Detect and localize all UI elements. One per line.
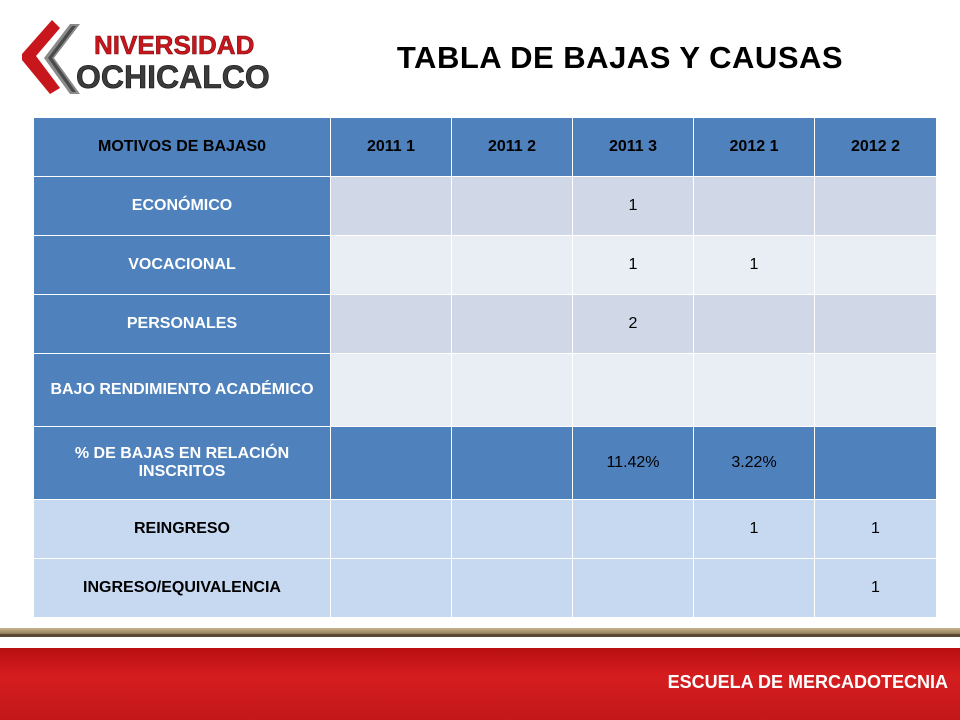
table-cell (694, 295, 815, 354)
logo-text-bottom: OCHICALCO (76, 59, 270, 95)
table-cell (452, 177, 573, 236)
table-cell (815, 354, 937, 427)
header-cell: 2012 2 (815, 118, 937, 177)
header-cell: 2012 1 (694, 118, 815, 177)
table-cell: 2 (573, 295, 694, 354)
table-cell (452, 354, 573, 427)
header-cell: 2011 3 (573, 118, 694, 177)
table-cell (815, 236, 937, 295)
table-cell (573, 559, 694, 618)
table-cell (331, 500, 452, 559)
table-cell (331, 236, 452, 295)
table-row (34, 559, 937, 618)
row-label: INGRESO/EQUIVALENCIA (34, 559, 331, 618)
table-cell (815, 177, 937, 236)
logo-text-top: NIVERSIDAD (94, 30, 255, 60)
table-row (34, 500, 937, 559)
header-cell: MOTIVOS DE BAJAS0 (34, 118, 331, 177)
footer-school-name: ESCUELA DE MERCADOTECNIA (667, 672, 948, 692)
table-cell: 1 (573, 177, 694, 236)
table-header-row (34, 118, 937, 177)
table-cell (815, 427, 937, 500)
table-row (34, 427, 937, 500)
footer-dark-line (0, 634, 960, 637)
table-cell (331, 295, 452, 354)
table-cell (331, 354, 452, 427)
row-label: % DE BAJAS EN RELACIÓN INSCRITOS (34, 427, 331, 500)
table-cell (694, 354, 815, 427)
table-cell (452, 500, 573, 559)
table-cell (573, 354, 694, 427)
table-cell (331, 427, 452, 500)
header-cell: 2011 2 (452, 118, 573, 177)
row-label: REINGRESO (34, 500, 331, 559)
universidad-xochicalco-logo (14, 14, 274, 98)
table-row (34, 354, 937, 427)
table-cell: 1 (815, 500, 937, 559)
row-label: VOCACIONAL (34, 236, 331, 295)
table-cell (815, 295, 937, 354)
page-title: TABLA DE BAJAS Y CAUSAS (396, 40, 844, 75)
table-cell (694, 559, 815, 618)
table-cell (331, 559, 452, 618)
table-cell (573, 500, 694, 559)
table-cell: 1 (815, 559, 937, 618)
table-cell (452, 559, 573, 618)
table-cell (452, 236, 573, 295)
row-label: PERSONALES (34, 295, 331, 354)
row-label: ECONÓMICO (34, 177, 331, 236)
table-cell: 1 (573, 236, 694, 295)
table-row (34, 295, 937, 354)
table-cell (331, 177, 452, 236)
table-cell: 1 (694, 236, 815, 295)
table-row (34, 236, 937, 295)
table-cell: 1 (694, 500, 815, 559)
row-label: BAJO RENDIMIENTO ACADÉMICO (34, 354, 331, 427)
table-cell: 11.42% (573, 427, 694, 500)
bajas-table (33, 117, 937, 618)
table-cell (452, 427, 573, 500)
header-cell: 2011 1 (331, 118, 452, 177)
table-cell: 3.22% (694, 427, 815, 500)
table-row (34, 177, 937, 236)
table-cell (694, 177, 815, 236)
table-cell (452, 295, 573, 354)
